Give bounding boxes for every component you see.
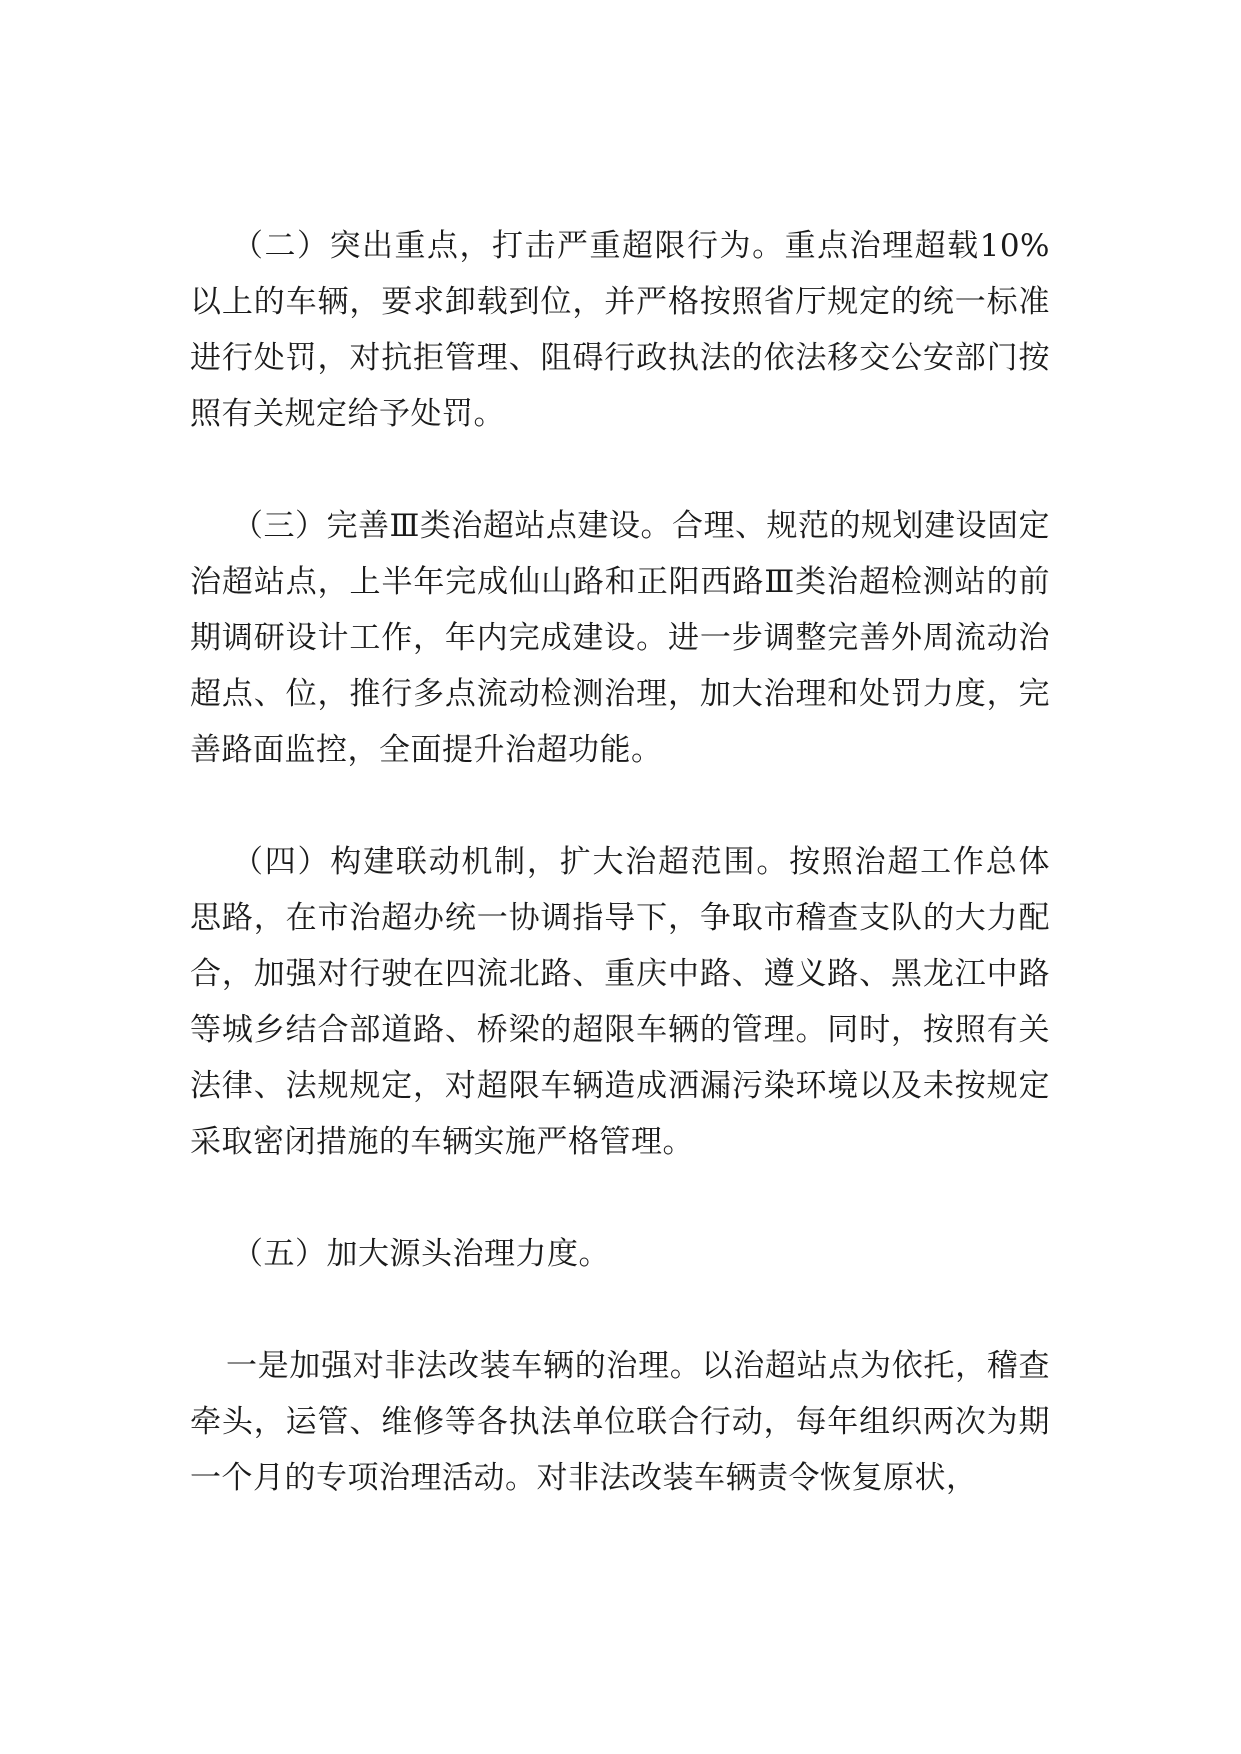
paragraph-section-2: （二）突出重点，打击严重超限行为。重点治理超载10%以上的车辆，要求卸载到位，并严格按照省厅规定的统一标准进行处罚，对抗拒管理、阻碍行政执法的依法移交公安部门按照有关规定给予处罚。 [190,228,1050,432]
paragraph-section-5-heading: （五）加大源头治理力度。 [232,1236,610,1272]
paragraph-section-3: （三）完善Ⅲ类治超站点建设。合理、规范的规划建设固定治超站点，上半年完成仙山路和正阳西路Ⅲ类治超检测站的前期调研设计工作，年内完成建设。进一步调整完善外周流动治超点、位，推行多点流动检测治理，加大治理和处罚力度，完善路面监控，全面提升治超功能。 [190,508,1050,768]
paragraph-section-4: （四）构建联动机制，扩大治超范围。按照治超工作总体思路，在市治超办统一协调指导下，争取市稽查支队的大力配合，加强对行驶在四流北路、重庆中路、遵义路、黑龙江中路等城乡结合部道路、桥梁的超限车辆的管理。同时，按照有关法律、法规规定，对超限车辆造成洒漏污染环境以及未按规定采取密闭措施的车辆实施严格管理。 [190,844,1050,1160]
paragraph-section-5-item-1: 一是加强对非法改装车辆的治理。以治超站点为依托，稽查牵头，运管、维修等各执法单位联合行动，每年组织两次为期一个月的专项治理活动。对非法改装车辆责令恢复原状， [190,1348,1050,1496]
document-body [190,218,1050,1506]
